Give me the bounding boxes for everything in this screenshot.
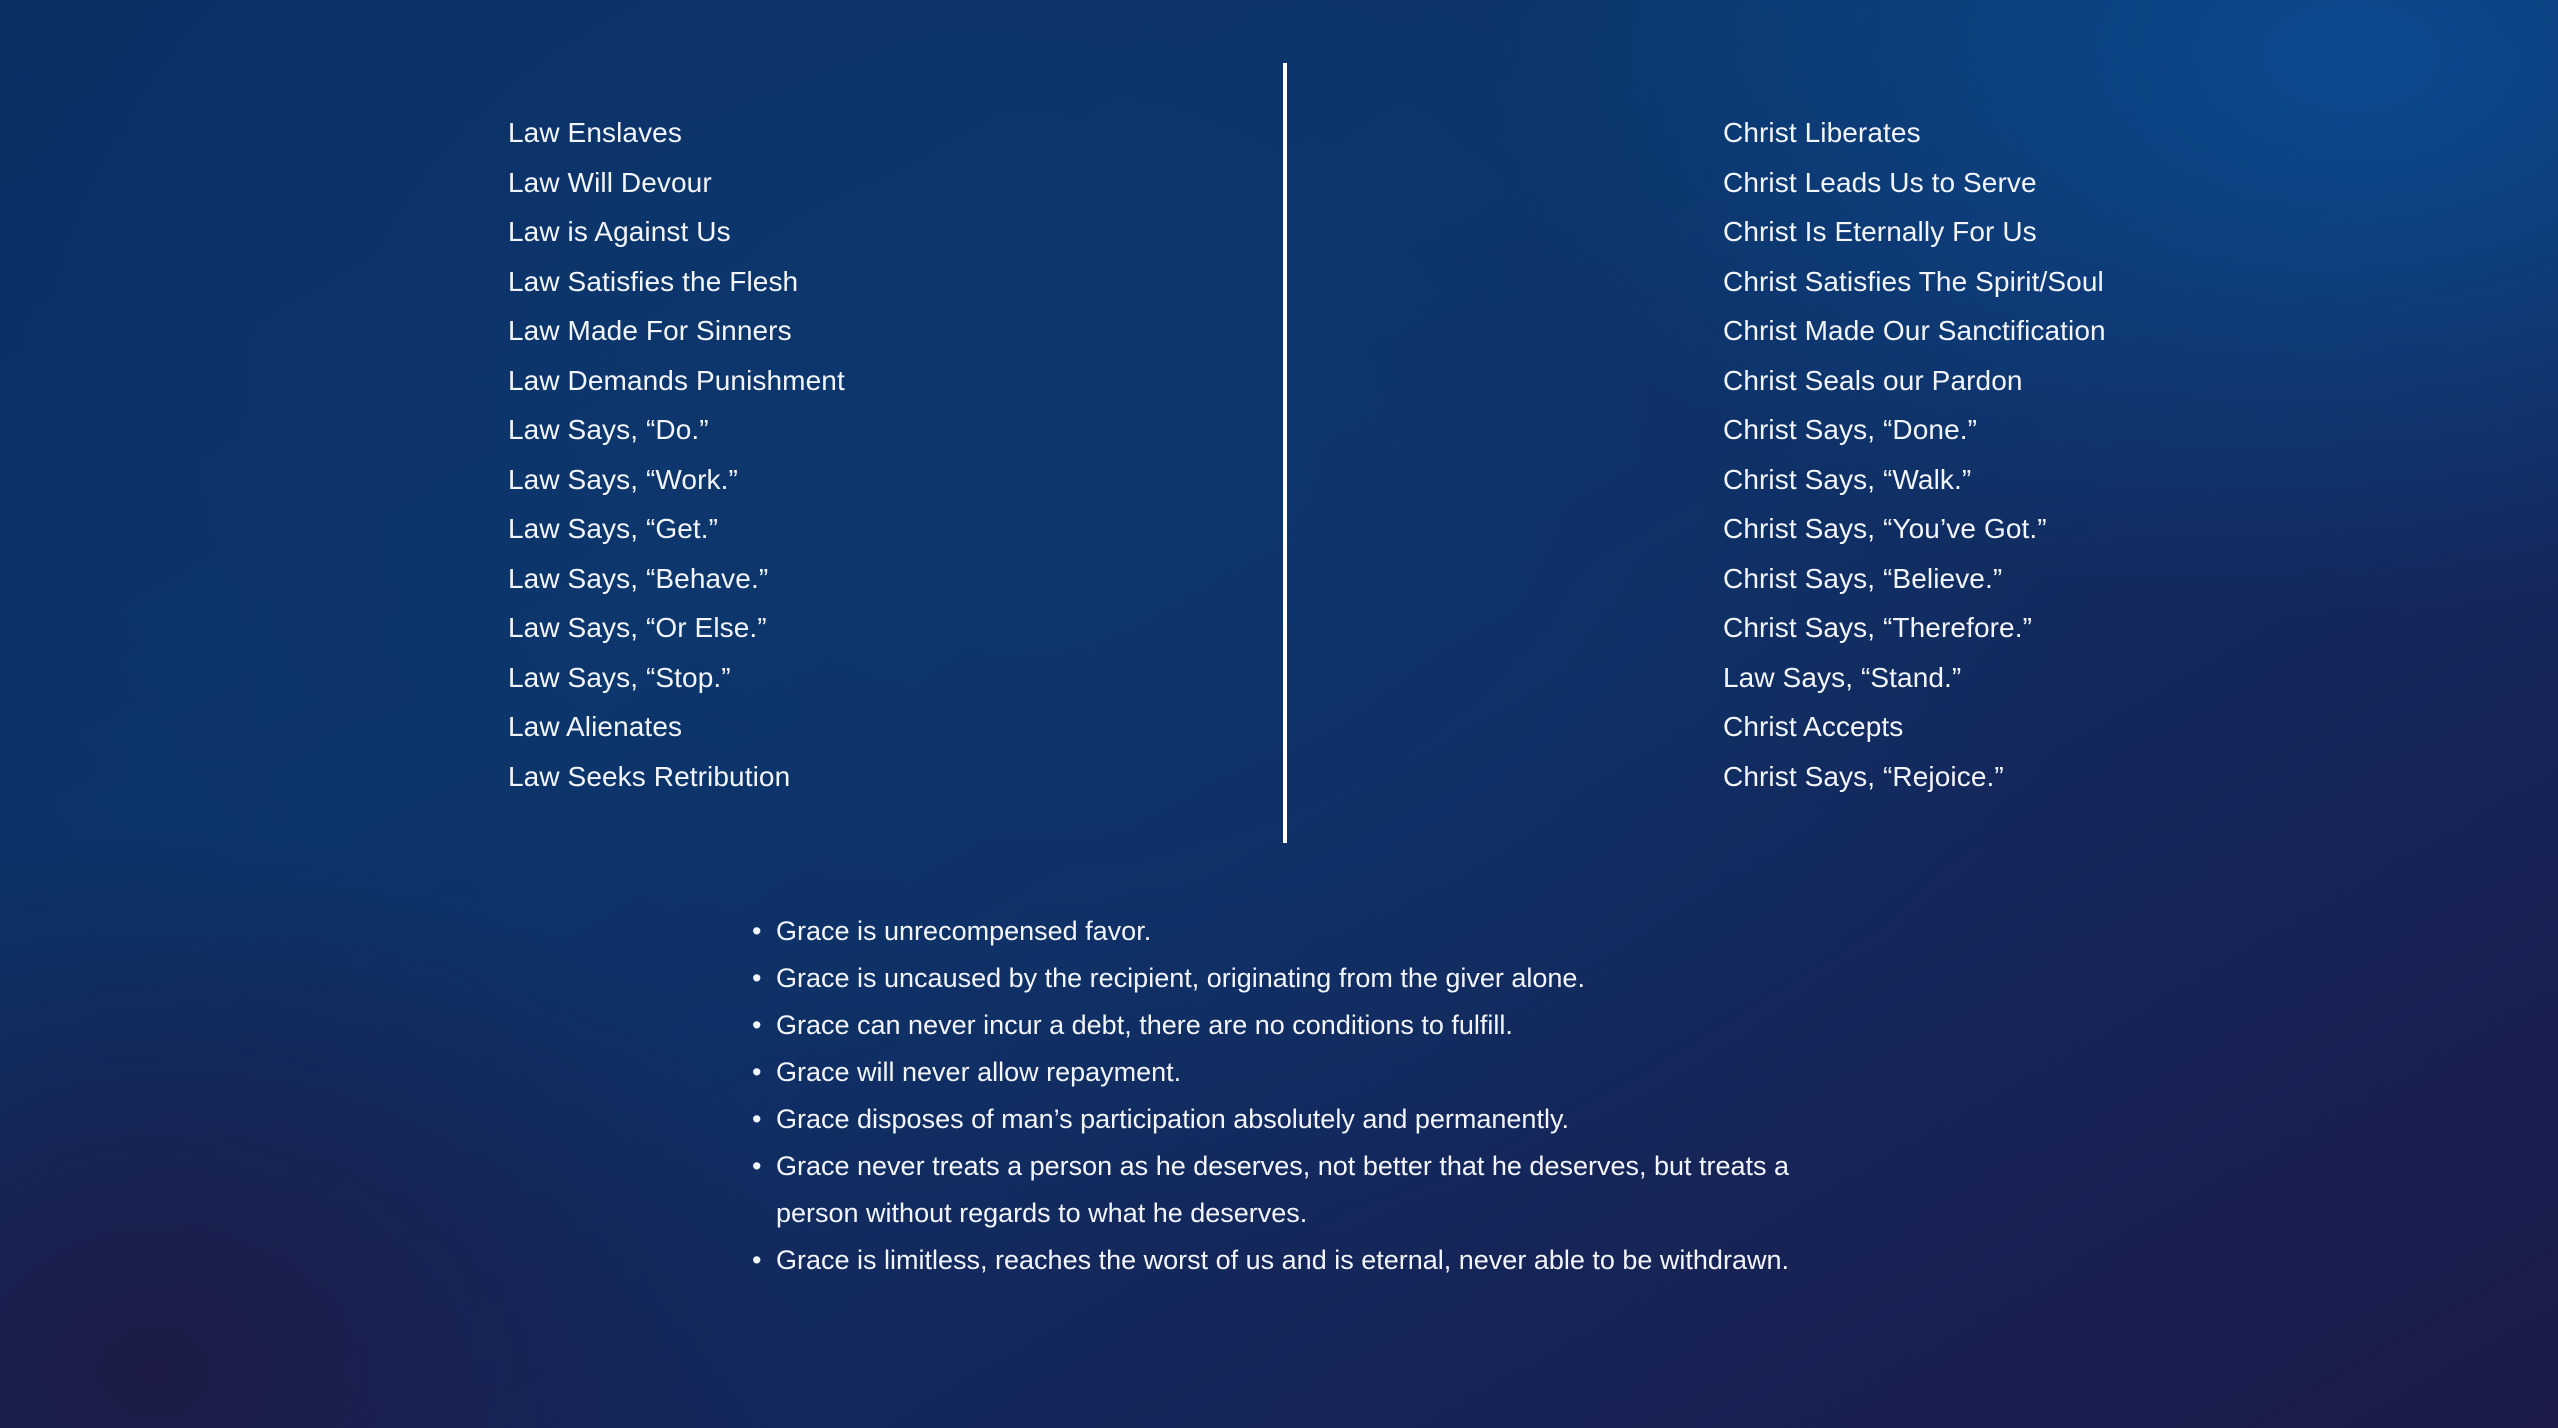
christ-item: Law Says, “Stand.” — [1723, 661, 1962, 693]
list-item — [752, 1143, 2052, 1237]
christ-item: Christ Leads Us to Serve — [1723, 166, 2037, 198]
christ-item: Christ Made Our Sanctification — [1723, 315, 2106, 346]
list-item — [752, 1002, 2052, 1049]
law-item: Law Says, “Do.” — [508, 414, 709, 445]
list-item — [752, 1096, 2052, 1143]
law-item: Law Made For Sinners — [508, 315, 792, 346]
law-item: Law Enslaves — [508, 117, 682, 148]
christ-item: Christ Liberates — [1723, 117, 1921, 148]
list-item-text: Grace is limitless, reaches the worst of us and is eternal, never able to be withdrawn. — [776, 1245, 1789, 1275]
law-item: Law Says, “Behave.” — [508, 562, 769, 594]
law-item: Law Will Devour — [508, 166, 712, 198]
law-item: Law Seeks Retribution — [508, 760, 791, 792]
list-item-text: Grace is unrecompensed favor. — [776, 916, 1152, 946]
law-item: Law Demands Punishment — [508, 364, 845, 396]
bullet-marker-icon: • — [752, 1245, 762, 1275]
grace-bullet-list — [752, 908, 2052, 1284]
christ-item: Christ Says, “Done.” — [1723, 414, 1978, 445]
christ-item: Christ Seals our Pardon — [1723, 364, 2023, 396]
list-item — [752, 1237, 2052, 1284]
list-item — [752, 1049, 2052, 1096]
law-item: Law is Against Us — [508, 216, 731, 247]
bullet-marker-icon: • — [752, 1151, 762, 1181]
law-item: Law Says, “Or Else.” — [508, 612, 767, 643]
law-column — [508, 108, 1268, 801]
christ-item: Christ Is Eternally For Us — [1723, 216, 2037, 247]
list-item-text: Grace never treats a person as he deserves, not better that he deserves, but treats a person without regards to what he deserves. — [776, 1151, 1790, 1228]
list-item-text: Grace is uncaused by the recipient, originating from the giver alone. — [776, 963, 1585, 993]
law-item: Law Says, “Stop.” — [508, 661, 731, 693]
christ-item: Christ Accepts — [1723, 711, 1904, 742]
list-item-text: Grace disposes of man’s participation absolutely and permanently. — [776, 1104, 1569, 1134]
bullet-marker-icon: • — [752, 1010, 762, 1040]
law-item: Law Says, “Get.” — [508, 513, 719, 544]
law-item: Law Alienates — [508, 711, 683, 742]
bullet-marker-icon: • — [752, 916, 762, 946]
bullet-marker-icon: • — [752, 1104, 762, 1134]
christ-item: Christ Says, “Believe.” — [1723, 562, 2003, 594]
list-item-text: Grace will never allow repayment. — [776, 1057, 1182, 1087]
christ-item: Christ Says, “Rejoice.” — [1723, 760, 2004, 792]
christ-column — [1723, 108, 2503, 801]
list-item — [752, 955, 2052, 1002]
christ-item: Christ Says, “You’ve Got.” — [1723, 513, 2047, 544]
list-item-text: Grace can never incur a debt, there are no conditions to fulfill. — [776, 1010, 1513, 1040]
column-divider — [1283, 63, 1287, 843]
christ-item: Christ Satisfies The Spirit/Soul — [1723, 265, 2104, 297]
law-item: Law Says, “Work.” — [508, 463, 738, 495]
christ-item: Christ Says, “Walk.” — [1723, 463, 1972, 495]
bullet-marker-icon: • — [752, 1057, 762, 1087]
bullet-marker-icon: • — [752, 963, 762, 993]
list-item — [752, 908, 2052, 955]
christ-item: Christ Says, “Therefore.” — [1723, 612, 2033, 643]
law-item: Law Satisfies the Flesh — [508, 265, 799, 297]
